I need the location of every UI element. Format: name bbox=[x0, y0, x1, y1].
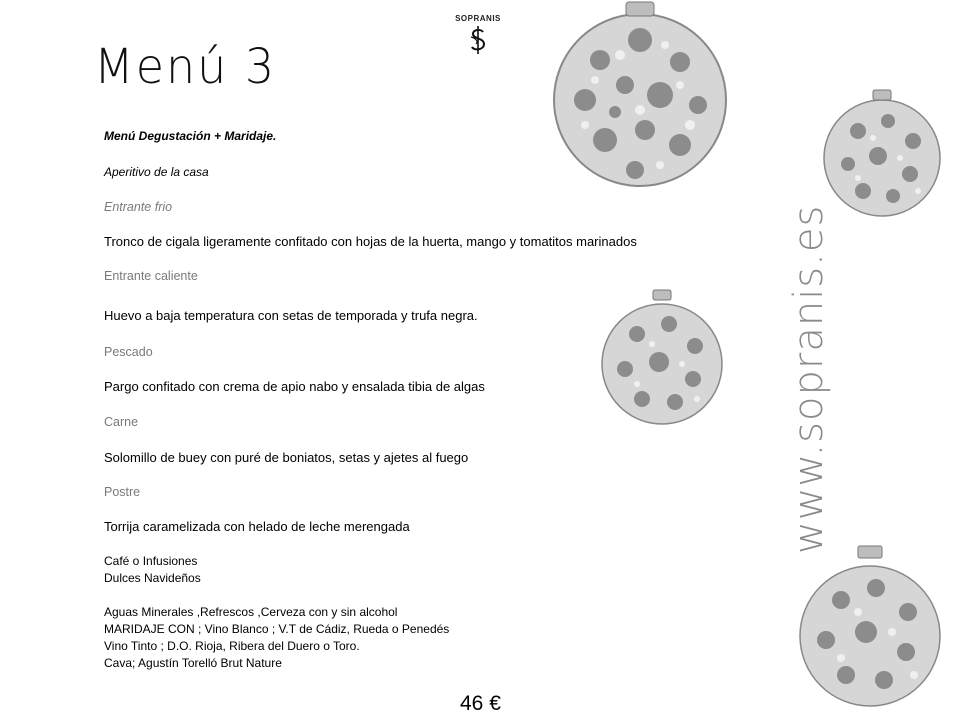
bauble-ornament-icon bbox=[540, 0, 740, 200]
category-postre: Postre bbox=[104, 485, 141, 499]
dish-carne: Solomillo de buey con puré de boniatos, setas y ajetes al fuego bbox=[104, 450, 469, 465]
dish-postre: Torrija caramelizada con helado de leche merengada bbox=[104, 519, 410, 534]
bauble-ornament-icon bbox=[818, 86, 948, 221]
dish-entrante-caliente: Huevo a baja temperatura con setas de temporada y trufa negra. bbox=[104, 308, 478, 323]
sopranis-logo bbox=[448, 14, 508, 55]
drinks-aguas: Aguas Minerales ,Refrescos ,Cerveza con y sin alcohol bbox=[104, 605, 398, 619]
category-entrante-caliente: Entrante caliente bbox=[104, 269, 198, 283]
bauble-ornament-icon bbox=[597, 284, 727, 429]
extra-cafe: Café o Infusiones bbox=[104, 554, 198, 568]
logo-text: SOPRANIS bbox=[455, 14, 501, 23]
category-pescado: Pescado bbox=[104, 345, 153, 359]
drinks-vino-tinto: Vino Tinto ; D.O. Rioja, Ribera del Duero o Toro. bbox=[104, 639, 360, 653]
menu-subtitle: Menú Degustación + Maridaje. bbox=[104, 129, 277, 143]
website-vertical-text: www.sopranis.es bbox=[786, 204, 832, 554]
category-carne: Carne bbox=[104, 415, 139, 429]
page-title: Menú 3 bbox=[94, 38, 277, 95]
dollar-monogram-icon bbox=[467, 25, 489, 55]
dish-entrante-frio: Tronco de cigala ligeramente confitado con hojas de la huerta, mango y tomatitos marinados bbox=[104, 234, 637, 249]
category-entrante-frio: Entrante frio bbox=[104, 200, 173, 214]
drinks-cava: Cava; Agustín Torelló Brut Nature bbox=[104, 656, 282, 670]
aperitivo-text: Aperitivo de la casa bbox=[104, 165, 209, 179]
drinks-maridaje: MARIDAJE CON ; Vino Blanco ; V.T de Cádiz, Rueda o Penedés bbox=[104, 622, 450, 636]
dish-pescado: Pargo confitado con crema de apio nabo y ensalada tibia de algas bbox=[104, 379, 485, 394]
extra-dulces: Dulces Navideños bbox=[104, 571, 201, 585]
menu-price: 46 € bbox=[460, 692, 501, 715]
bauble-ornament-icon bbox=[796, 540, 946, 710]
